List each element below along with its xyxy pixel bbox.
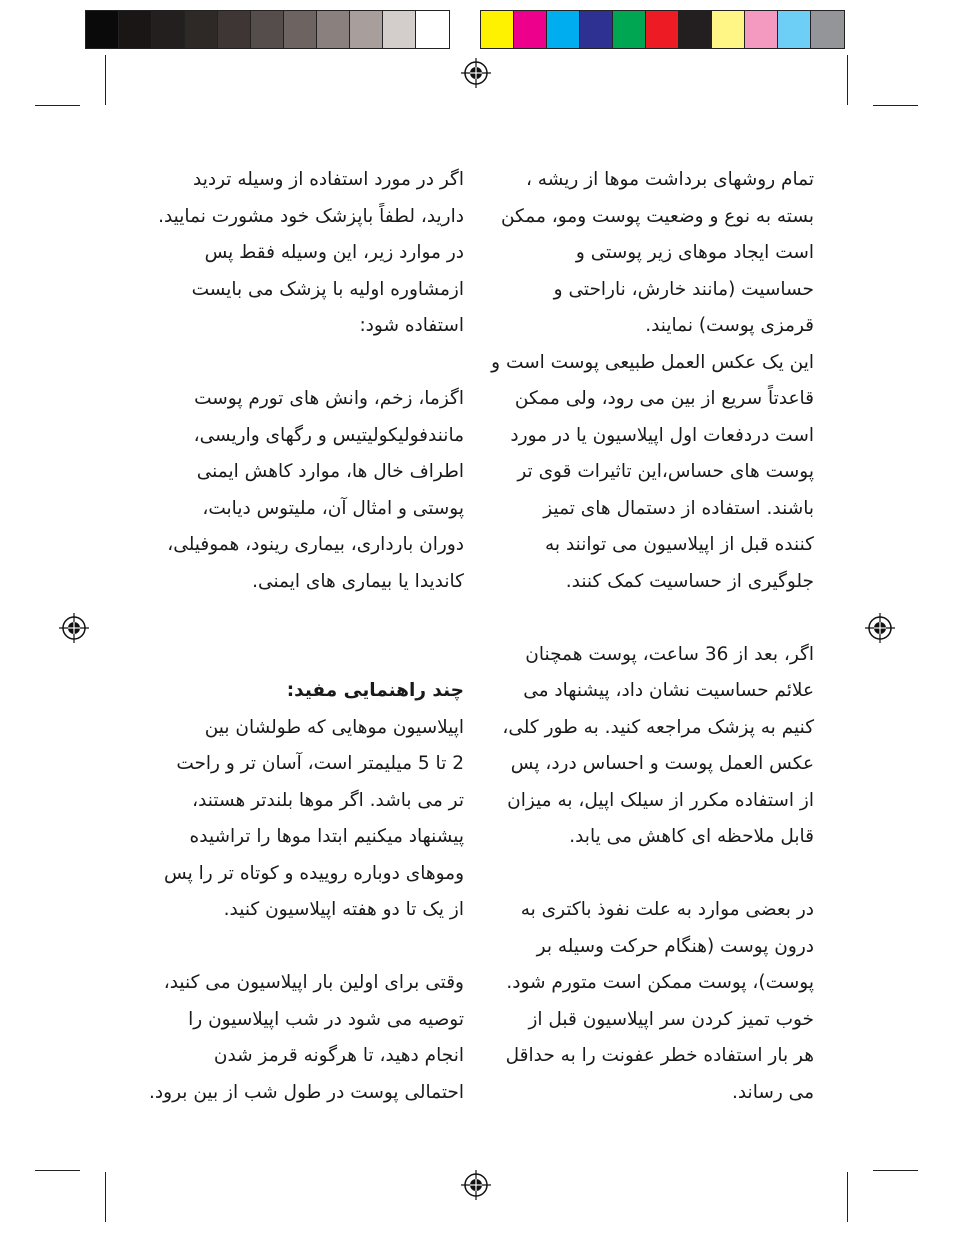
crop-mark-bottom-left-vertical xyxy=(105,1172,106,1222)
color-swatch xyxy=(416,11,449,48)
left-text-column xyxy=(132,162,464,1111)
text-line: اپیلاسیون موهایی که طولشان بین xyxy=(204,716,464,738)
text-line: قابل ملاحظه ای کاهش می یابد. xyxy=(569,826,814,847)
crop-mark-top-right-vertical xyxy=(847,55,848,105)
text-line: وموهای دوباره روییده و کوتاه تر را پس xyxy=(164,862,464,884)
text-line: درون پوست (هنگام حرکت وسیله بر xyxy=(536,935,814,957)
right-text-column xyxy=(482,162,814,1111)
color-swatch xyxy=(580,11,613,48)
text-line: پوست)، پوست ممکن است متورم شود. xyxy=(506,972,814,993)
text-line: 2 تا 5 میلیمتر است، آسان تر و راحت xyxy=(176,753,464,774)
color-swatch xyxy=(86,11,119,48)
color-swatch xyxy=(218,11,251,48)
text-line: احتمالی پوست در طول شب از بین برود. xyxy=(149,1081,464,1103)
color-swatch xyxy=(317,11,350,48)
grayscale-color-bar xyxy=(85,10,450,49)
text-line: پیشنهاد میکنیم ابتدا موها را تراشیده xyxy=(189,826,464,847)
color-swatch xyxy=(547,11,580,48)
text-line: کنیم به پزشک مراجعه کنید. به طور کلی، xyxy=(502,716,814,738)
text-line: است دردفعات اول اپیلاسیون یا در مورد xyxy=(510,424,814,446)
color-swatch xyxy=(613,11,646,48)
text-line: این یک عکس العمل طبیعی پوست است و xyxy=(491,351,814,373)
text-line: قرمزی پوست) نمایند. xyxy=(645,315,814,336)
color-swatch xyxy=(679,11,712,48)
text-line: کاندیدا یا بیماری های ایمنی. xyxy=(252,570,464,592)
crop-mark-bottom-right-vertical xyxy=(847,1172,848,1222)
text-line: خوب تمیز کردن سر اپیلاسیون قبل از xyxy=(528,1008,814,1030)
crop-mark-bottom-right-horizontal xyxy=(873,1170,918,1171)
text-line: اگزما، زخم، وانش های تورم پوست xyxy=(194,388,464,409)
text-line: اطراف خال ها، موارد کاهش ایمنی xyxy=(196,461,464,482)
text-line: باشند. استفاده از دستمال های تمیز xyxy=(543,497,814,519)
text-line: تمام روشهای برداشت موها از ریشه ، xyxy=(525,169,814,190)
text-line: انجام دهید، تا هرگونه قرمز شدن xyxy=(213,1045,464,1066)
cmyk-color-bar xyxy=(480,10,845,49)
paragraph-spacer xyxy=(132,345,464,382)
paragraph-spacer xyxy=(482,600,814,637)
text-line: دوران بارداری، بیماری رینود، هموفیلی، xyxy=(167,534,464,555)
text-line: از یک تا دو هفته اپیلاسیون کنید. xyxy=(223,899,464,920)
color-swatch xyxy=(383,11,416,48)
color-swatch xyxy=(811,11,844,48)
text-line: علائم حساسیت نشان داد، پیشنهاد می xyxy=(523,680,814,701)
paragraph-spacer xyxy=(132,600,464,637)
text-line: کننده قبل از اپیلاسیون می توانند به xyxy=(545,534,814,555)
text-line: ازمشاوره اولیه با پزشک می بایست xyxy=(191,278,464,300)
text-line: پوستی و امثال آن، ملیتوس دیابت، xyxy=(202,497,464,519)
text-line: وقتی برای اولین بار اپیلاسیون می کنید، xyxy=(163,972,464,993)
text-line: از استفاده مکرر از سیلک اپیل، به میزان xyxy=(507,789,814,811)
text-line: هر بار استفاده خطر عفونت را به حداقل xyxy=(505,1045,814,1066)
text-line: مانندفولیکولیتیس و رگهای واریسی، xyxy=(193,424,464,446)
registration-mark-right-icon xyxy=(865,613,895,643)
color-swatch xyxy=(152,11,185,48)
color-swatch xyxy=(185,11,218,48)
color-swatch xyxy=(712,11,745,48)
text-line: است ایجاد موهای زیر پوستی و xyxy=(575,242,814,263)
text-line: جلوگیری از حساسیت کمک کنند. xyxy=(565,570,814,592)
text-line: استفاده شود: xyxy=(359,315,464,336)
color-swatch xyxy=(745,11,778,48)
section-heading: چند راهنمایی مفید: xyxy=(286,680,464,701)
text-line: اگر، بعد از 36 ساعت، پوست همچنان xyxy=(525,643,814,665)
paragraph-spacer xyxy=(482,856,814,893)
text-line: دارید، لطفاً باپزشک خود مشورت نمایید. xyxy=(158,205,464,227)
color-swatch xyxy=(778,11,811,48)
color-swatch xyxy=(646,11,679,48)
crop-mark-bottom-left-horizontal xyxy=(35,1170,80,1171)
text-line: توصیه می شود در شب اپیلاسیون را xyxy=(188,1008,464,1030)
text-line: می رساند. xyxy=(731,1081,814,1103)
text-line: عکس العمل پوست و احساس درد، پس xyxy=(510,753,814,774)
color-swatch xyxy=(251,11,284,48)
crop-mark-top-right-horizontal xyxy=(873,105,918,106)
text-line: اگر در مورد استفاده از وسیله تردید xyxy=(193,169,464,190)
color-swatch xyxy=(119,11,152,48)
color-swatch xyxy=(284,11,317,48)
crop-mark-top-left-vertical xyxy=(105,55,106,105)
registration-mark-left-icon xyxy=(59,613,89,643)
text-line: بسته به نوع و وضعیت پوست ومو، ممکن xyxy=(500,205,814,227)
color-swatch xyxy=(481,11,514,48)
registration-mark-bottom-icon xyxy=(461,1170,491,1200)
paragraph-spacer xyxy=(132,929,464,966)
registration-mark-top-icon xyxy=(461,58,491,88)
text-line: در بعضی موارد به علت نفوذ باکتری به xyxy=(520,899,814,920)
crop-mark-top-left-horizontal xyxy=(35,105,80,106)
color-swatch xyxy=(350,11,383,48)
text-line: در موارد زیر، این وسیله فقط پس xyxy=(204,242,464,263)
paragraph-spacer xyxy=(132,637,464,674)
color-swatch xyxy=(514,11,547,48)
text-line: تر می باشد. اگر موها بلندتر هستند، xyxy=(192,789,464,811)
text-line: حساسیت (مانند خارش، ناراحتی و xyxy=(553,278,814,300)
text-line: قاعدتاً سریع از بین می رود، ولی ممکن xyxy=(514,388,814,409)
text-line: پوست های حساس،این تاثیرات قوی تر xyxy=(517,461,814,482)
